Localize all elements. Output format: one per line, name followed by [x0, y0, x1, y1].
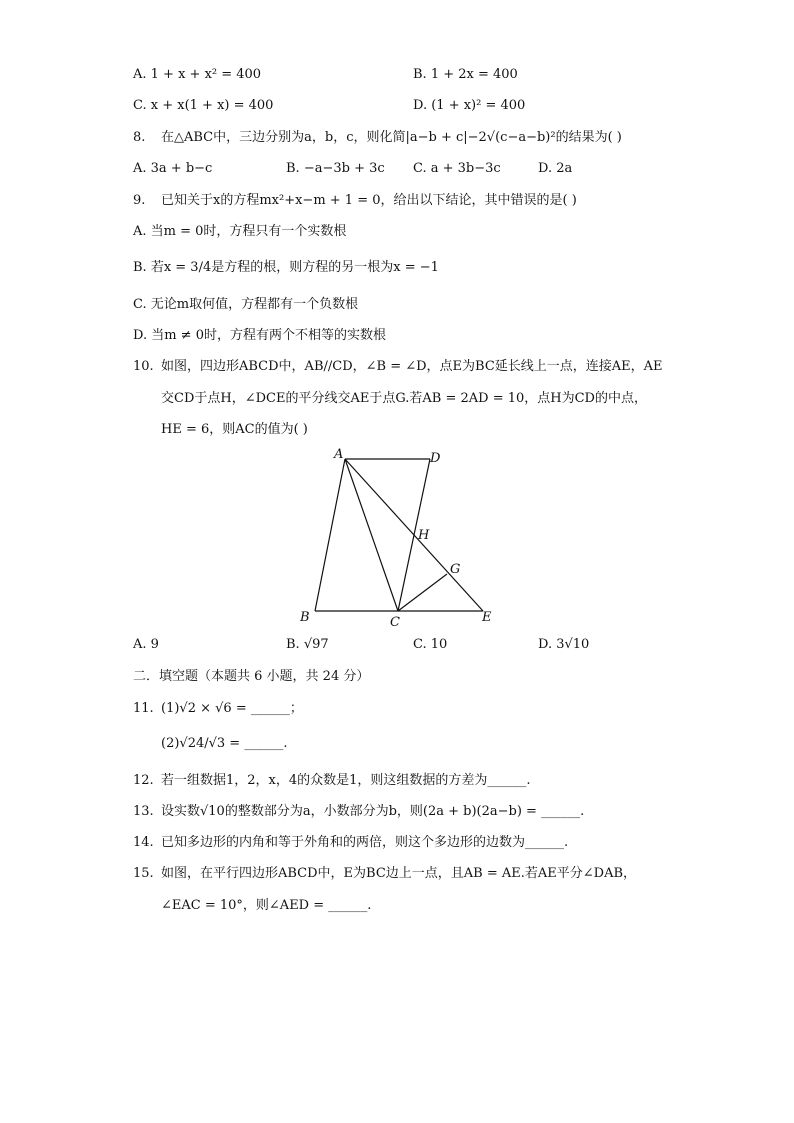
q12-text: 若一组数据1，2，x，4的众数是1，则这组数据的方差为______.: [161, 773, 531, 788]
q7-option-c: C. x + x(1 + x) = 400: [133, 98, 274, 113]
segment-cg: [398, 574, 447, 611]
q10-geometry-figure: [290, 444, 510, 630]
q9-number: 9.: [133, 193, 146, 208]
q13-number: 13.: [133, 804, 154, 819]
label-c: C: [390, 615, 400, 630]
q9-option-b: B. 若x = 3/4是方程的根，则方程的另一根为x = −1: [133, 260, 439, 275]
q7-option-d: D. (1 + x)² = 400: [413, 98, 526, 113]
q8-number: 8.: [133, 130, 146, 145]
q11-number: 11.: [133, 701, 154, 716]
label-d: D: [430, 451, 441, 466]
label-e: E: [482, 610, 492, 625]
label-b: B: [300, 610, 310, 625]
q8-option-a: A. 3a + b−c: [133, 161, 213, 176]
q7-option-a: A. 1 + x + x² = 400: [133, 67, 262, 82]
q11-part-1: (1)√2 × √6 = ______；: [161, 701, 303, 716]
q10-option-b: B. √97: [286, 637, 329, 652]
q10-line-1: 如图，四边形ABCD中，AB//CD，∠B = ∠D，点E为BC延长线上一点，连接AE，AE: [161, 359, 663, 374]
q10-option-c: C. 10: [413, 637, 448, 652]
q10-option-d: D. 3√10: [538, 637, 590, 652]
label-g: G: [450, 562, 461, 577]
q15-line-2: ∠EAC = 10°，则∠AED = ______.: [161, 898, 372, 913]
q15-number: 15.: [133, 866, 154, 881]
q10-line-3: HE = 6，则AC的值为( ): [161, 422, 308, 437]
q10-number: 10.: [133, 359, 154, 374]
q9-option-a: A. 当m = 0时，方程只有一个实数根: [133, 224, 347, 239]
q13-text: 设实数√10的整数部分为a，小数部分为b，则(2a + b)(2a−b) = ______.: [161, 804, 585, 819]
segment-ab: [315, 459, 345, 611]
label-a: A: [334, 447, 344, 462]
q14-text: 已知多边形的内角和等于外角和的两倍，则这个多边形的边数为______.: [161, 835, 569, 850]
q8-stem: 在△ABC中，三边分别为a，b，c，则化简|a−b + c|−2√(c−a−b)²的结果为( ): [161, 130, 622, 145]
q12-number: 12.: [133, 773, 154, 788]
q15-line-1: 如图，在平行四边形ABCD中，E为BC边上一点，且AB = AE.若AE平分∠DAB，: [161, 866, 637, 881]
q10-option-a: A. 9: [133, 637, 159, 652]
segment-ae: [345, 459, 483, 611]
segment-ac: [345, 459, 398, 611]
q8-option-d: D. 2a: [538, 161, 573, 176]
q8-option-b: B. −a−3b + 3c: [286, 161, 385, 176]
q7-option-b: B. 1 + 2x = 400: [413, 67, 518, 82]
q14-number: 14.: [133, 835, 154, 850]
q8-option-c: C. a + 3b−3c: [413, 161, 501, 176]
label-h: H: [418, 528, 430, 543]
q10-line-2: 交CD于点H，∠DCE的平分线交AE于点G.若AB = 2AD = 10，点H为CD的中点，: [161, 391, 647, 406]
q9-option-d: D. 当m ≠ 0时，方程有两个不相等的实数根: [133, 328, 386, 343]
q9-stem: 已知关于x的方程mx²+x−m + 1 = 0，给出以下结论，其中错误的是( ): [161, 193, 577, 208]
section-2-heading: 二．填空题（本题共 6 小题，共 24 分）: [133, 669, 370, 684]
q11-part-2: (2)√24/√3 = ______.: [161, 736, 288, 751]
q9-option-c: C. 无论m取何值，方程都有一个负数根: [133, 297, 359, 312]
